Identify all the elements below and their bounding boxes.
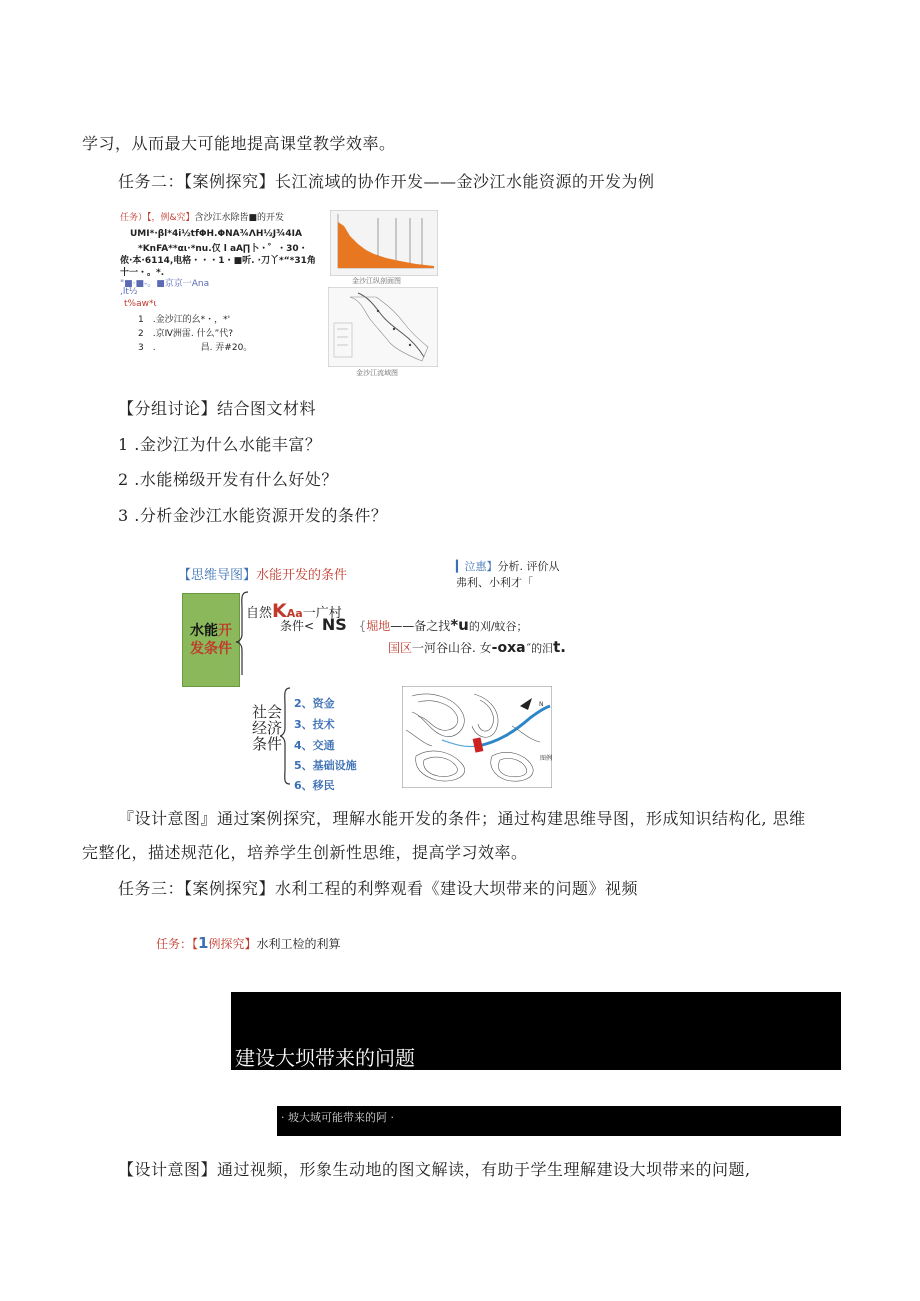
group-discussion: 【分组讨论】结合图文材料 [118,399,317,418]
social-item-5: 5、基础设施 [294,759,357,772]
box-text-b: 开 [218,623,232,639]
mind-map-note-text: 分析. 评价从 [497,560,560,573]
task3-label-b: 1 [198,934,209,952]
task-two-heading: 任务二：【案例探究】长江流域的协作开发——金沙江水能资源的开发为例 [118,172,655,191]
fig1-line7: t%aw*ι [124,299,157,309]
video-title: 建设大坝带来的问题 [235,1046,415,1070]
task3-label-a: 任务：【 [156,937,199,951]
task3-figure-label [156,934,340,952]
video-subtitle: · 坡大域可能带来的阿 · [281,1111,394,1124]
social-item-3: 3、技术 [294,718,335,731]
hydropower-conditions-box [182,593,240,687]
natural-k: K [272,600,287,622]
social-item-6: 6、移民 [294,779,335,792]
condition-tail: 的刈/蚊谷； [468,620,528,633]
design-intent-1-line1: 『设计意图』通过案例探究，理解水能开发的条件；通过构建思维导图，形成知识结构化, 思维 [118,809,806,828]
region-label: 国区 [388,641,413,655]
social-item-4: 4、交通 [294,739,335,752]
mind-map-note-label: ▎泣惠】 [456,560,498,573]
social-2: 经济 [252,719,283,737]
fig1-line2: *KnFA**αι·*nu.仅 l aA∏卜・゜・30・ [138,244,308,254]
natural-aa: Aa [286,607,303,620]
svg-text:N: N [539,701,544,708]
region-mid: ˝的汨 [525,642,554,655]
social-3: 条件 [252,735,283,753]
fig1-question-3: 3 . 昌. 弄#20。 [138,343,253,353]
box-text-c: 发条件 [190,641,232,657]
fig1-line4: 十一・。*. [120,268,165,278]
region-t: t. [553,638,566,656]
basin-map [328,287,438,367]
fig1-line3: 侬·本·6114,电格・・・1・■听. ·刀丫*“*31角 [120,256,316,266]
condition-label: 条件< [280,619,315,633]
task3-label-c: 例探究】 [208,937,257,951]
task-three-heading: 任务三：【案例探究】水利工程的利弊观看《建设大坝带来的问题》视频 [118,879,639,898]
fig1-line1: UMI*·βl*4i½tfΦH.ΦNA¾ΛH½J¾4IA [130,229,302,239]
region-line [388,638,566,656]
condition-text: ——备之找 [390,619,451,633]
box-text-a: 水能 [190,623,218,639]
condition-u: *u [450,616,469,634]
fig1-line5: "■·■-。■京京一Ana [120,279,210,289]
mind-map-title-label: 【思维导图】 [178,568,257,583]
region-text: 一河谷山谷. 女 [412,641,492,655]
region-oxa: -oxa [491,640,526,656]
discussion-question-3: 3 .分析金沙江水能资源开发的条件？ [118,506,388,525]
discussion-question-2: 2 .水能梯级开发有什么好处？ [118,470,338,489]
condition-line [280,615,528,634]
profile-chart-caption: 金沙江纵剖面图 [352,277,401,285]
natural-suffix: 一广村 [302,606,342,621]
natural-label: 自然 [246,606,273,621]
social-item-2: 2、资金 [294,697,335,710]
task3-label-d: 水利工检的利算 [256,937,341,951]
fig1-question-2: 2 .京Ⅳ洲雷. 什么”代? [138,329,234,339]
video-subtitle-frame [277,1106,841,1136]
condition-ns: NS [321,615,347,634]
river-profile-chart [330,210,438,276]
design-intent-2: 【设计意图】通过视频，形象生动地的图文解读，有助于学生理解建设大坝带来的问题, [118,1160,751,1179]
discussion-question-1: 1 .金沙江为什么水能丰富？ [118,435,322,454]
condition-brace: { [358,619,367,633]
mind-map-note [456,558,559,574]
fig1-heading-label: 任务）【，例&究】 [120,213,195,223]
fig1-line6: ,lt½ [120,287,138,297]
video-title-frame [231,992,841,1070]
fig1-heading-title: 含沙江水除皆■的开发 [194,213,285,223]
basin-map-caption: 金沙江流域图 [356,369,398,377]
mind-map-note-line2: 弗利、小利才「 [456,576,533,589]
mind-map-title-text: 水能开发的条件 [256,568,348,583]
design-intent-1-line2: 完整化，描述规范化，培养学生创新性思维，提高学习效率。 [82,843,528,862]
mind-map-title [178,564,347,583]
fig1-question-1: 1 .金沙江的幺*・，*' [138,315,231,325]
social-1: 社会 [252,703,283,721]
svg-text:图例: 图例 [540,755,552,762]
social-economic-label [252,704,282,752]
contour-dam-map [402,686,552,788]
paragraph-continuation: 学习，从而最大可能地提高课堂教学效率。 [82,134,396,153]
condition-terrain: 堀地 [366,619,391,633]
